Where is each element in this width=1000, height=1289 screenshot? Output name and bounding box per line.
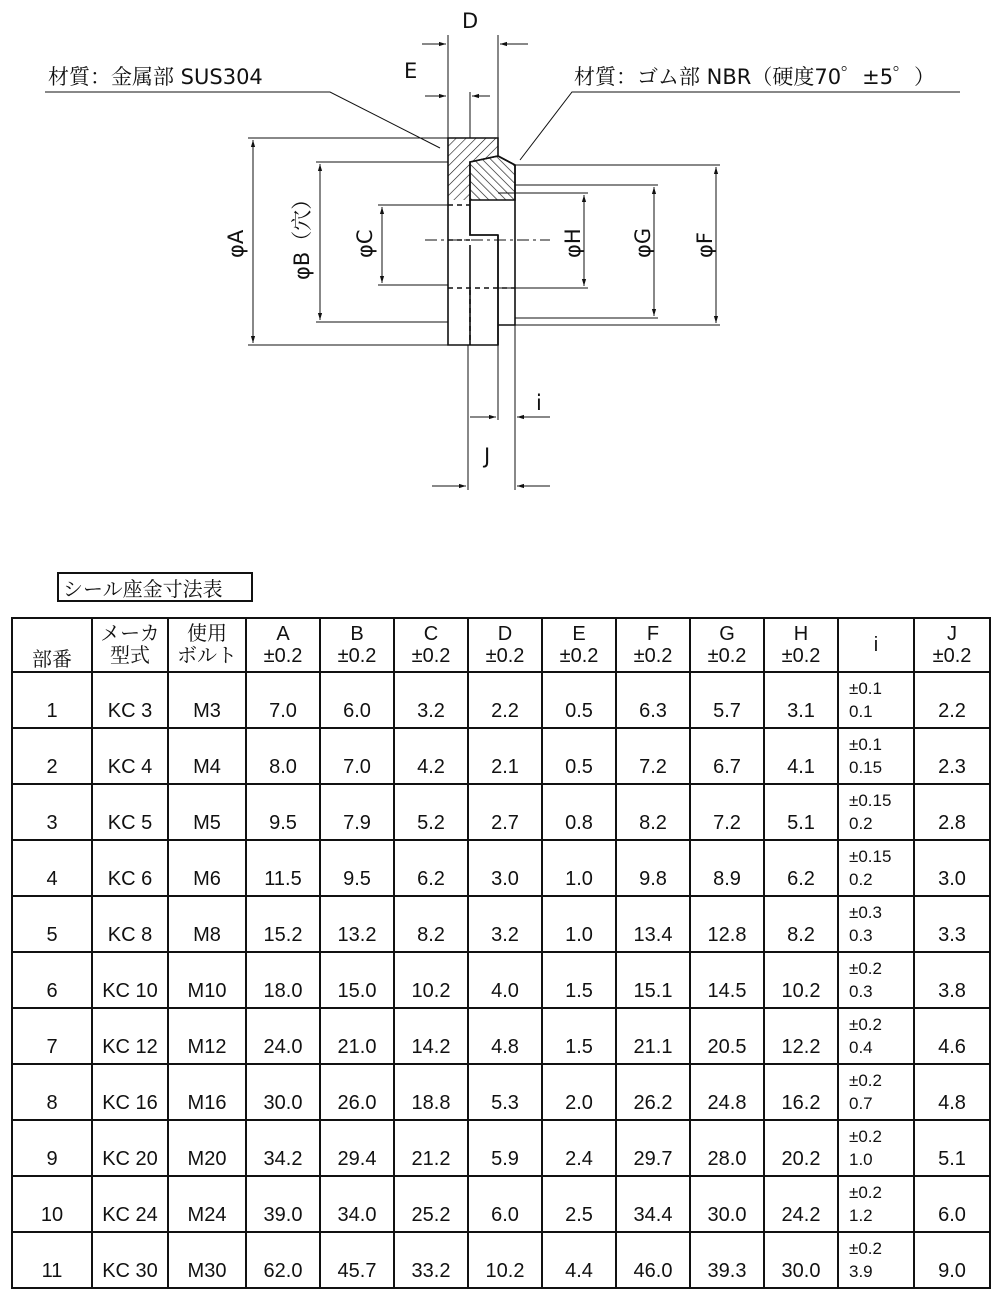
column-header <box>394 618 468 672</box>
cell-i-tolerance: ±0.15 <box>849 847 892 866</box>
column-header-tolerance: ±0.2 <box>485 645 525 667</box>
cell-f: 34.4 <box>616 1176 690 1232</box>
cell-c: 33.2 <box>394 1232 468 1288</box>
cell-c: 4.2 <box>394 728 468 784</box>
cell-model: KC 30 <box>92 1232 168 1288</box>
dim-label-e: E <box>404 59 418 83</box>
cell-h: 12.2 <box>764 1008 838 1064</box>
cell-bolt: M6 <box>168 840 246 896</box>
column-header <box>92 618 168 672</box>
column-header <box>616 618 690 672</box>
cell-e: 0.5 <box>542 728 616 784</box>
cell-c: 6.2 <box>394 840 468 896</box>
cell-bolt: M24 <box>168 1176 246 1232</box>
cell-h: 4.1 <box>764 728 838 784</box>
cell-f: 29.7 <box>616 1120 690 1176</box>
cell-bolt: M8 <box>168 896 246 952</box>
cell-i <box>838 672 914 728</box>
column-header-label: C <box>423 623 439 645</box>
cell-d: 5.3 <box>468 1064 542 1120</box>
cell-h: 30.0 <box>764 1232 838 1288</box>
cell-e: 2.0 <box>542 1064 616 1120</box>
column-header-label: 部番 <box>32 649 72 671</box>
cell-d: 2.2 <box>468 672 542 728</box>
cell-i <box>838 952 914 1008</box>
cell-model: KC 10 <box>92 952 168 1008</box>
table-row <box>12 728 990 784</box>
header-row <box>12 618 990 672</box>
cell-e: 1.5 <box>542 952 616 1008</box>
cell-a: 9.5 <box>246 784 320 840</box>
cell-b: 7.0 <box>320 728 394 784</box>
table-row <box>12 896 990 952</box>
cell-g: 20.5 <box>690 1008 764 1064</box>
cell-model: KC 24 <box>92 1176 168 1232</box>
cell-i <box>838 784 914 840</box>
column-header-tolerance: 型式 <box>110 645 150 667</box>
column-header <box>12 618 92 672</box>
cell-g: 12.8 <box>690 896 764 952</box>
cell-g: 6.7 <box>690 728 764 784</box>
cell-i-tolerance: ±0.2 <box>849 1071 882 1090</box>
cell-b: 9.5 <box>320 840 394 896</box>
cell-b: 13.2 <box>320 896 394 952</box>
cell-j: 3.3 <box>914 896 990 952</box>
cell-b: 7.9 <box>320 784 394 840</box>
cell-i-value: 0.1 <box>849 702 873 721</box>
dim-label-d: D <box>462 9 479 33</box>
cell-b: 21.0 <box>320 1008 394 1064</box>
dim-label-f: φF <box>693 232 717 258</box>
cell-f: 8.2 <box>616 784 690 840</box>
cell-h: 20.2 <box>764 1120 838 1176</box>
column-header <box>838 618 914 672</box>
cell-c: 14.2 <box>394 1008 468 1064</box>
cell-d: 5.9 <box>468 1120 542 1176</box>
cell-c: 3.2 <box>394 672 468 728</box>
cell-e: 1.0 <box>542 840 616 896</box>
cell-bolt: M5 <box>168 784 246 840</box>
cell-no: 6 <box>12 952 92 1008</box>
cell-c: 18.8 <box>394 1064 468 1120</box>
dim-label-h: φH <box>561 228 585 258</box>
cell-i-value: 0.4 <box>849 1038 873 1057</box>
cell-model: KC 3 <box>92 672 168 728</box>
cell-e: 0.8 <box>542 784 616 840</box>
column-header-tolerance: ±0.2 <box>633 645 673 667</box>
cell-bolt: M16 <box>168 1064 246 1120</box>
cell-i-value: 0.15 <box>849 758 883 777</box>
column-header-tolerance: ±0.2 <box>932 645 972 667</box>
column-header-label: i <box>873 634 879 656</box>
cell-c: 25.2 <box>394 1176 468 1232</box>
cell-f: 13.4 <box>616 896 690 952</box>
table-row <box>12 840 990 896</box>
column-header <box>764 618 838 672</box>
cell-bolt: M10 <box>168 952 246 1008</box>
cell-d: 2.7 <box>468 784 542 840</box>
dimension-table <box>11 617 991 1289</box>
cell-g: 39.3 <box>690 1232 764 1288</box>
column-header-tolerance: ±0.2 <box>337 645 377 667</box>
dim-label-i: i <box>536 391 542 415</box>
cell-i-tolerance: ±0.1 <box>849 735 882 754</box>
cell-j: 6.0 <box>914 1176 990 1232</box>
column-header-tolerance: ±0.2 <box>559 645 599 667</box>
table-row <box>12 952 990 1008</box>
cell-b: 45.7 <box>320 1232 394 1288</box>
cell-i-tolerance: ±0.2 <box>849 1015 882 1034</box>
cell-a: 8.0 <box>246 728 320 784</box>
cell-j: 2.3 <box>914 728 990 784</box>
column-header-tolerance: ±0.2 <box>411 645 451 667</box>
cell-model: KC 16 <box>92 1064 168 1120</box>
column-header-label: F <box>646 623 660 645</box>
cell-a: 7.0 <box>246 672 320 728</box>
cell-model: KC 5 <box>92 784 168 840</box>
dim-label-c: φC <box>353 229 377 258</box>
cell-b: 15.0 <box>320 952 394 1008</box>
cell-i-value: 0.7 <box>849 1094 873 1113</box>
cell-i <box>838 1176 914 1232</box>
cell-i-value: 1.0 <box>849 1150 873 1169</box>
table-title: シール座金寸法表 <box>57 572 253 602</box>
cell-a: 30.0 <box>246 1064 320 1120</box>
cell-c: 5.2 <box>394 784 468 840</box>
cell-bolt: M30 <box>168 1232 246 1288</box>
column-header <box>320 618 394 672</box>
cell-a: 11.5 <box>246 840 320 896</box>
cell-b: 34.0 <box>320 1176 394 1232</box>
column-header-label: E <box>572 623 586 645</box>
column-header <box>246 618 320 672</box>
cell-g: 24.8 <box>690 1064 764 1120</box>
cell-f: 9.8 <box>616 840 690 896</box>
cell-i-tolerance: ±0.15 <box>849 791 892 810</box>
cell-model: KC 8 <box>92 896 168 952</box>
cell-i-value: 3.9 <box>849 1262 873 1281</box>
cell-bolt: M20 <box>168 1120 246 1176</box>
cell-h: 10.2 <box>764 952 838 1008</box>
cell-d: 3.0 <box>468 840 542 896</box>
cell-i <box>838 840 914 896</box>
cell-bolt: M3 <box>168 672 246 728</box>
cell-h: 3.1 <box>764 672 838 728</box>
cell-c: 8.2 <box>394 896 468 952</box>
cell-i-tolerance: ±0.2 <box>849 1183 882 1202</box>
dim-label-a: φA <box>224 229 248 258</box>
cell-h: 16.2 <box>764 1064 838 1120</box>
cell-f: 46.0 <box>616 1232 690 1288</box>
cell-h: 24.2 <box>764 1176 838 1232</box>
column-header-tolerance: ボルト <box>177 645 237 667</box>
cell-h: 5.1 <box>764 784 838 840</box>
cell-i <box>838 896 914 952</box>
cell-model: KC 6 <box>92 840 168 896</box>
cell-d: 4.0 <box>468 952 542 1008</box>
cell-i-tolerance: ±0.3 <box>849 903 882 922</box>
cell-g: 5.7 <box>690 672 764 728</box>
dim-label-b: φB（穴） <box>290 188 314 280</box>
table-row <box>12 1176 990 1232</box>
column-header <box>168 618 246 672</box>
column-header-label: メーカ <box>100 623 160 645</box>
cell-a: 15.2 <box>246 896 320 952</box>
cell-j: 2.2 <box>914 672 990 728</box>
cell-f: 6.3 <box>616 672 690 728</box>
cell-e: 2.5 <box>542 1176 616 1232</box>
cell-h: 8.2 <box>764 896 838 952</box>
cell-no: 5 <box>12 896 92 952</box>
cell-no: 3 <box>12 784 92 840</box>
cell-e: 1.5 <box>542 1008 616 1064</box>
column-header-label: G <box>719 623 735 645</box>
cell-i-value: 0.3 <box>849 982 873 1001</box>
column-header <box>468 618 542 672</box>
cell-a: 39.0 <box>246 1176 320 1232</box>
table-row <box>12 1232 990 1288</box>
cell-b: 29.4 <box>320 1120 394 1176</box>
cell-d: 3.2 <box>468 896 542 952</box>
column-header-label: 使用 <box>187 623 227 645</box>
cell-e: 4.4 <box>542 1232 616 1288</box>
cell-f: 21.1 <box>616 1008 690 1064</box>
cell-i <box>838 1008 914 1064</box>
cell-g: 8.9 <box>690 840 764 896</box>
cell-j: 4.6 <box>914 1008 990 1064</box>
cell-j: 2.8 <box>914 784 990 840</box>
cell-i <box>838 728 914 784</box>
cell-d: 10.2 <box>468 1232 542 1288</box>
cell-no: 10 <box>12 1176 92 1232</box>
material-metal-label: 材質：金属部 SUS304 <box>48 65 263 89</box>
cell-d: 6.0 <box>468 1176 542 1232</box>
cell-bolt: M4 <box>168 728 246 784</box>
column-header-label: B <box>350 623 364 645</box>
cell-j: 9.0 <box>914 1232 990 1288</box>
seal-washer-drawing <box>0 0 1000 540</box>
cell-d: 2.1 <box>468 728 542 784</box>
column-header <box>542 618 616 672</box>
cell-j: 5.1 <box>914 1120 990 1176</box>
cell-i <box>838 1064 914 1120</box>
table-row <box>12 672 990 728</box>
cell-i <box>838 1232 914 1288</box>
cell-f: 15.1 <box>616 952 690 1008</box>
cell-i-value: 1.2 <box>849 1206 873 1225</box>
cell-j: 3.0 <box>914 840 990 896</box>
cell-g: 28.0 <box>690 1120 764 1176</box>
cell-b: 26.0 <box>320 1064 394 1120</box>
table-row <box>12 1064 990 1120</box>
column-header-label: J <box>947 623 957 645</box>
cell-j: 4.8 <box>914 1064 990 1120</box>
cell-i-tolerance: ±0.2 <box>849 1127 882 1146</box>
cell-i-value: 0.3 <box>849 926 873 945</box>
cell-i-tolerance: ±0.2 <box>849 1239 882 1258</box>
cell-no: 4 <box>12 840 92 896</box>
cell-e: 0.5 <box>542 672 616 728</box>
cell-model: KC 4 <box>92 728 168 784</box>
column-header-label: A <box>276 623 290 645</box>
cell-b: 6.0 <box>320 672 394 728</box>
cell-no: 11 <box>12 1232 92 1288</box>
table-row <box>12 1008 990 1064</box>
cell-h: 6.2 <box>764 840 838 896</box>
column-header-label: H <box>793 623 809 645</box>
cell-c: 21.2 <box>394 1120 468 1176</box>
cell-no: 1 <box>12 672 92 728</box>
column-header-tolerance: ±0.2 <box>781 645 821 667</box>
material-rubber-label: 材質：ゴム部 NBR（硬度70゜±5゜） <box>574 65 936 89</box>
table-row <box>12 1120 990 1176</box>
cell-a: 18.0 <box>246 952 320 1008</box>
dim-label-j: J <box>484 444 491 468</box>
cell-no: 2 <box>12 728 92 784</box>
cell-no: 9 <box>12 1120 92 1176</box>
cell-i-value: 0.2 <box>849 814 873 833</box>
cell-a: 24.0 <box>246 1008 320 1064</box>
column-header-tolerance: ±0.2 <box>263 645 303 667</box>
cell-g: 30.0 <box>690 1176 764 1232</box>
cell-bolt: M12 <box>168 1008 246 1064</box>
cell-i-tolerance: ±0.1 <box>849 679 882 698</box>
column-header-label: D <box>497 623 513 645</box>
cell-f: 7.2 <box>616 728 690 784</box>
cell-no: 7 <box>12 1008 92 1064</box>
cell-e: 1.0 <box>542 896 616 952</box>
cell-i-value: 0.2 <box>849 870 873 889</box>
cell-j: 3.8 <box>914 952 990 1008</box>
cell-model: KC 12 <box>92 1008 168 1064</box>
column-header <box>914 618 990 672</box>
column-header-tolerance: ±0.2 <box>707 645 747 667</box>
cell-c: 10.2 <box>394 952 468 1008</box>
cell-g: 7.2 <box>690 784 764 840</box>
cell-no: 8 <box>12 1064 92 1120</box>
cell-a: 62.0 <box>246 1232 320 1288</box>
cell-g: 14.5 <box>690 952 764 1008</box>
cell-f: 26.2 <box>616 1064 690 1120</box>
cell-model: KC 20 <box>92 1120 168 1176</box>
table-row <box>12 784 990 840</box>
cell-d: 4.8 <box>468 1008 542 1064</box>
cell-i <box>838 1120 914 1176</box>
dim-label-g: φG <box>631 227 655 258</box>
cell-e: 2.4 <box>542 1120 616 1176</box>
column-header <box>690 618 764 672</box>
cell-a: 34.2 <box>246 1120 320 1176</box>
cell-i-tolerance: ±0.2 <box>849 959 882 978</box>
